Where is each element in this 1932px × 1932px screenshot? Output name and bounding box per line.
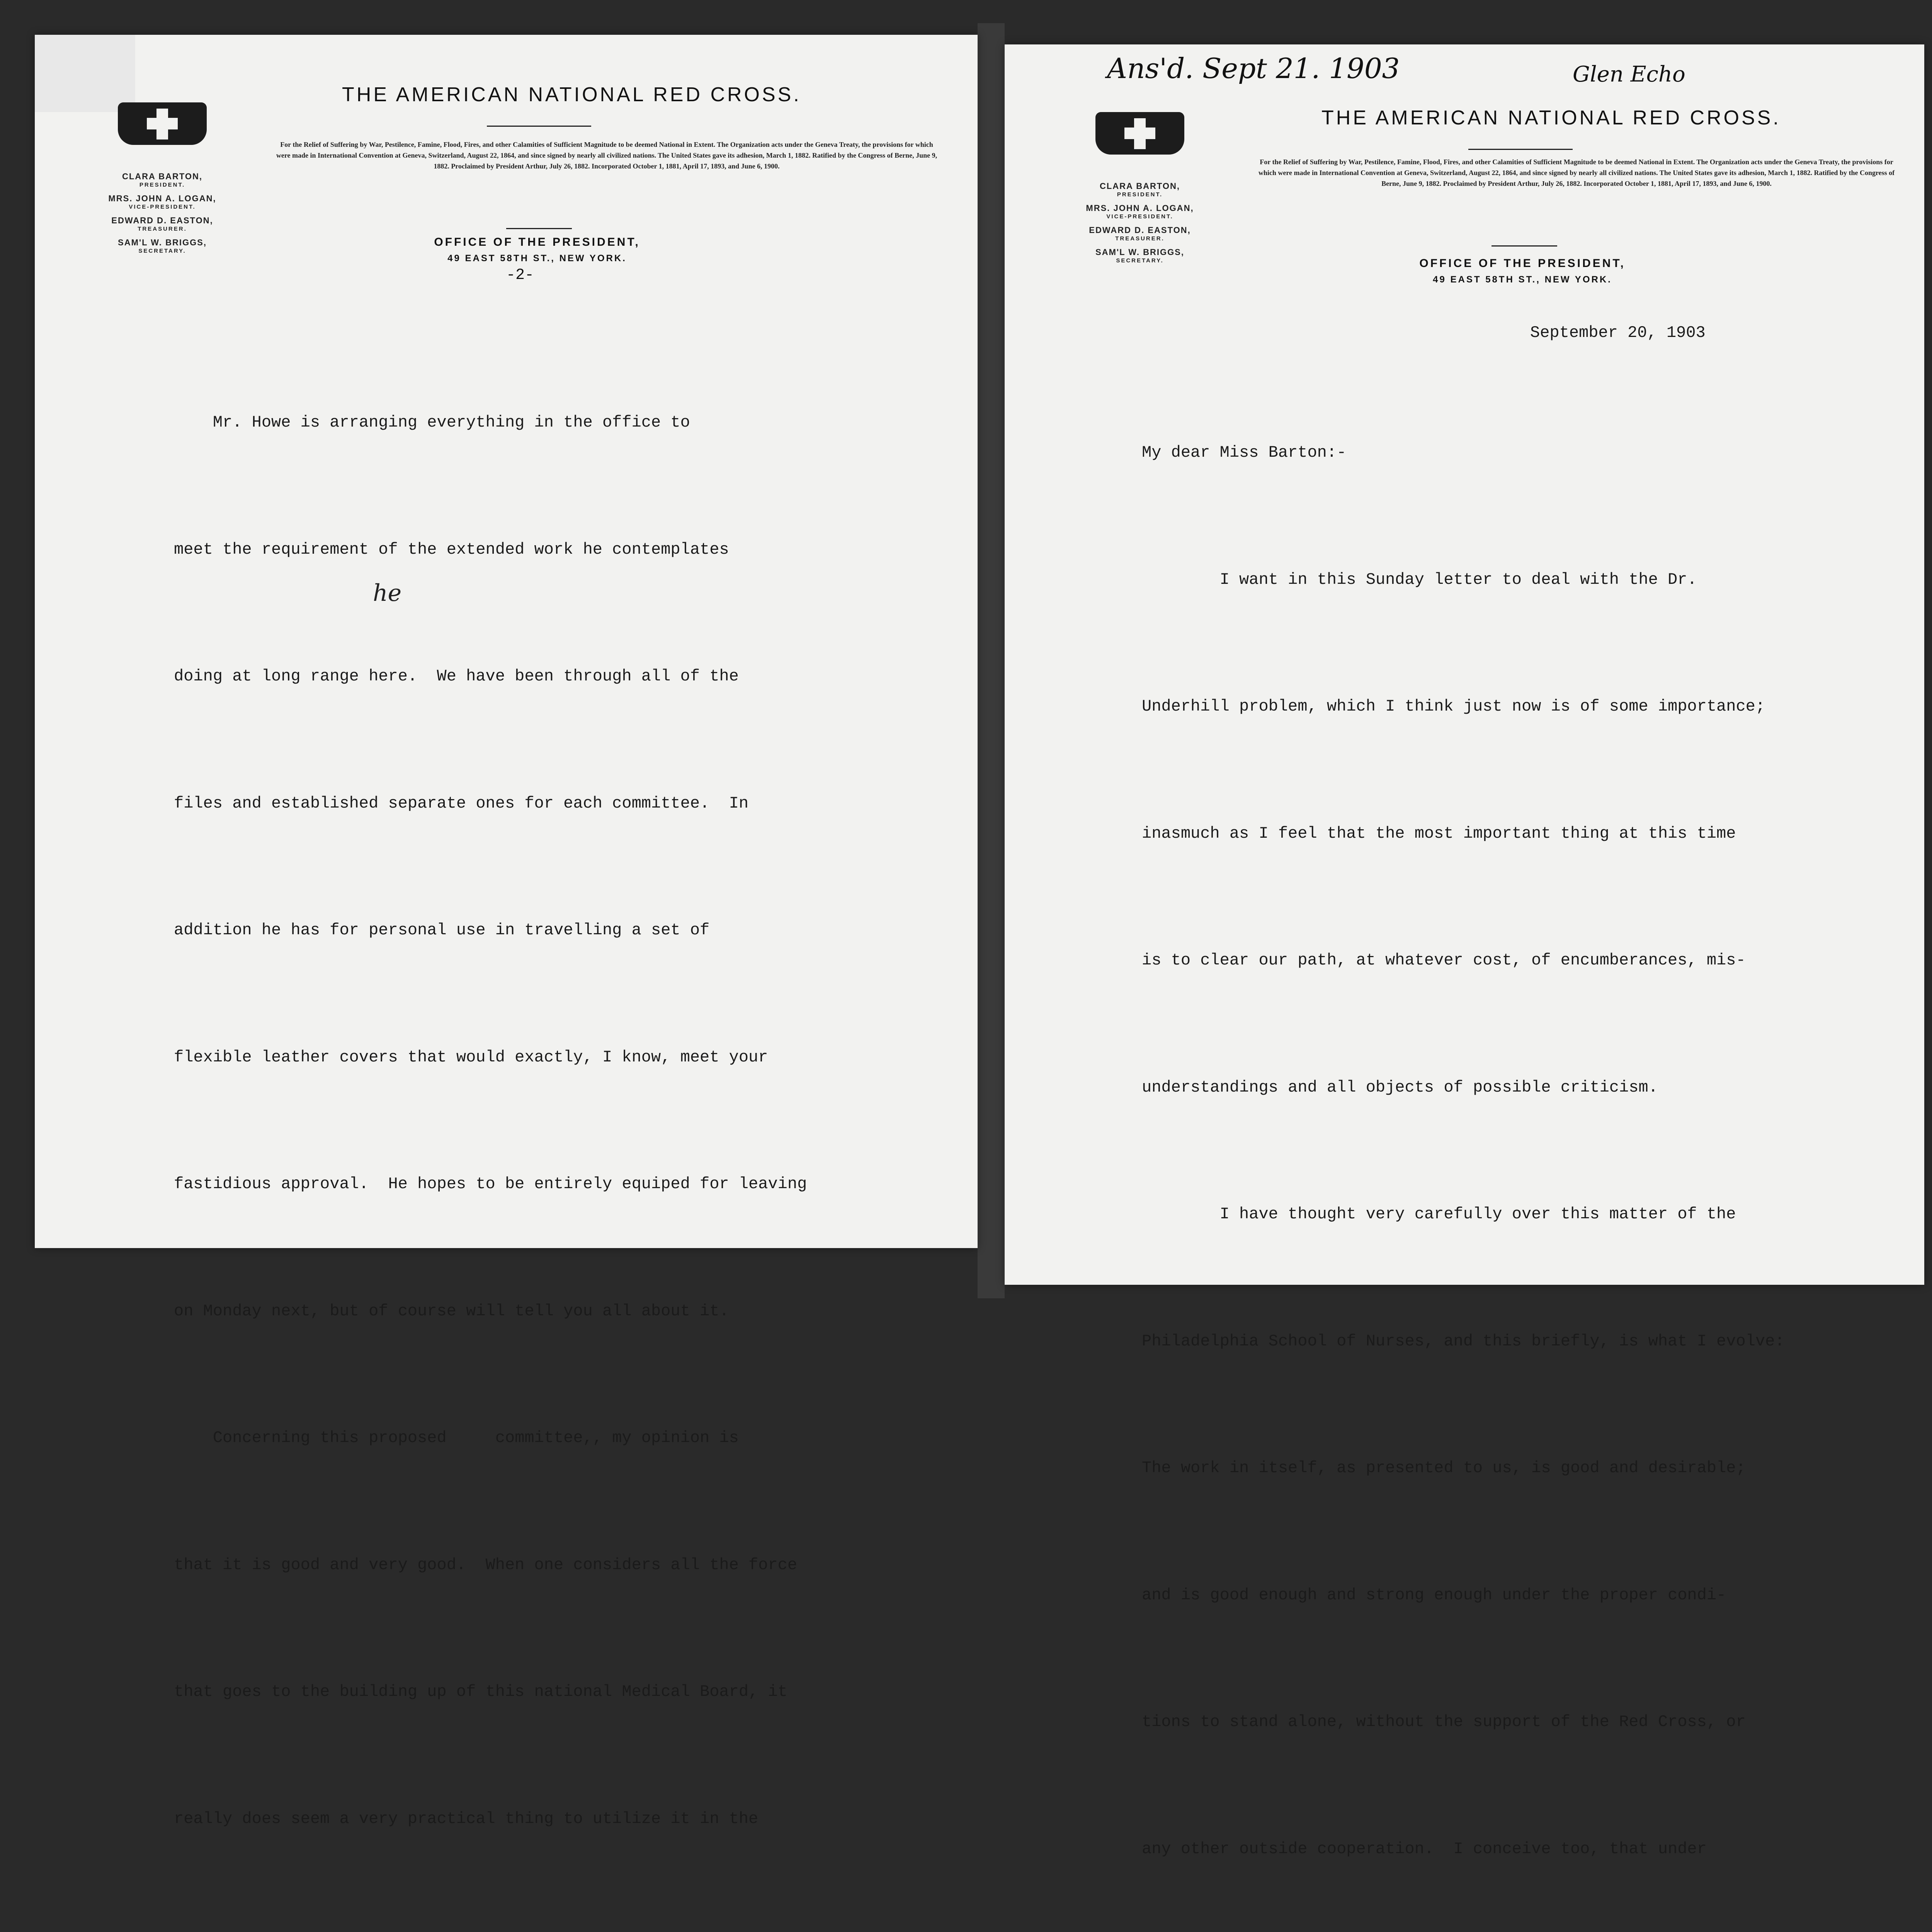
salutation: My dear Miss Barton:- — [1142, 443, 1347, 462]
letter-date: September 20, 1903 — [1530, 323, 1706, 342]
text-line: and is good enough and strong enough under the proper condi- — [1142, 1585, 1726, 1604]
office-address: 49 EAST 58TH ST., NEW YORK. — [447, 253, 627, 264]
book-gutter — [978, 23, 1005, 1298]
letter-body-right — [1142, 347, 1784, 1932]
text-line: that goes to the building up of this national Medical Board, it — [174, 1682, 787, 1701]
mission-statement: For the Relief of Suffering by War, Pestilence, Famine, Flood, Fires, and other Calamities of Sufficient Magnitude to be deemed National in Extent. The Organization acts under the Geneva Treaty, the provisions for which were made in International Convention at Geneva, Switzerland, August 22, 1864, and since signed by nearly all civilized nations. The United States gave its adhesion, March 1, 1882. Ratified by the Congress of Berne, June 9, 1882. Proclaimed by President Arthur, July 26, 1882. Incorporated October 1, 1881, April 17, 1893, and June 6, 1900. — [276, 141, 937, 170]
text-line: flexible leather covers that would exactly, I know, meet your — [174, 1048, 768, 1066]
text-line: files and established separate ones for each committee. In — [174, 794, 749, 813]
page-number: -2- — [506, 267, 534, 284]
organization-name: THE AMERICAN NATIONAL RED CROSS. — [1321, 107, 1781, 129]
header-rule — [487, 126, 591, 127]
text-line — [174, 1925, 807, 1932]
mission-rule — [1492, 245, 1557, 247]
text-line: Mr. Howe is arranging everything in the office to — [174, 413, 690, 432]
header-rule — [1468, 149, 1573, 150]
text-line: I have thought very carefully over this matter of the — [1142, 1205, 1736, 1223]
text-line: meet the requirement of the extended work he contemplates — [174, 540, 729, 559]
text-line: Underhill problem, which I think just now is of some importance; — [1142, 697, 1765, 716]
text-line: understandings and all objects of possible criticism. — [1142, 1078, 1658, 1097]
office-of-president: OFFICE OF THE PRESIDENT, — [434, 236, 640, 248]
mission-statement: For the Relief of Suffering by War, Pestilence, Famine, Flood, Fires, and other Calamities of Sufficient Magnitude to be deemed National in Extent. The Organization acts under the Geneva Treaty, the provisions for which were made in International Convention at Geneva, Switzerland, August 22, 1864, and since signed by nearly all civilized nations. The United States gave its adhesion, March 1, 1882. Ratified by the Congress of Berne, June 9, 1882. Proclaimed by President Arthur, July 26, 1882. Incorporated October 1, 1881, April 17, 1893, and June 6, 1900. — [1258, 158, 1895, 187]
text-line: The work in itself, as presented to us, is good and desirable; — [1142, 1459, 1746, 1477]
officers-list: CLARA BARTON, PRESIDENT. MRS. JOHN A. LOGAN, VICE-PRESIDENT. EDWARD D. EASTON, TREASURER. SAM'L W. BRIGGS, SECRETARY. — [108, 172, 216, 254]
office-of-president: OFFICE OF THE PRESIDENT, — [1419, 257, 1626, 270]
text-line: on Monday next, but of course will tell you all about it. — [174, 1301, 729, 1320]
office-address: 49 EAST 58TH ST., NEW YORK. — [1433, 274, 1612, 285]
red-cross-logo — [1095, 104, 1184, 162]
handwritten-insert: he — [373, 580, 402, 607]
text-line: doing at long range here. We have been through all of the — [174, 667, 739, 685]
officers-list: CLARA BARTON, PRESIDENT. MRS. JOHN A. LOGAN, VICE-PRESIDENT. EDWARD D. EASTON, TREASURER. SAM'L W. BRIGGS, SECRETARY. — [1086, 181, 1194, 264]
letter-body-left — [174, 317, 807, 1932]
handwritten-answered-note: Ans'd. Sept 21. 1903 — [1107, 52, 1400, 85]
text-line: really does seem a very practical thing to utilize it in the — [174, 1809, 759, 1828]
red-cross-logo — [118, 95, 207, 153]
text-line: I want in this Sunday letter to deal with the Dr. — [1142, 570, 1697, 589]
organization-name: THE AMERICAN NATIONAL RED CROSS. — [342, 83, 801, 106]
text-line: Philadelphia School of Nurses, and this briefly, is what I evolve: — [1142, 1332, 1785, 1350]
text-line: tions to stand alone, without the support of the Red Cross, or — [1142, 1713, 1746, 1731]
text-line: addition he has for personal use in travelling a set of — [174, 921, 710, 939]
text-line: inasmuch as I feel that the most important thing at this time — [1142, 824, 1736, 843]
letter-page-right — [1005, 44, 1924, 1858]
text-line: that it is good and very good. When one considers all the force — [174, 1555, 798, 1574]
text-line: any other outside cooperation. I conceive too, that under — [1142, 1839, 1707, 1858]
handwritten-place-note: Glen Echo — [1573, 62, 1685, 87]
text-line: fastidious approval. He hopes to be entirely equiped for leaving — [174, 1175, 807, 1193]
text-line: Concerning this proposed committee,, my opinion is — [174, 1429, 739, 1447]
mission-rule — [506, 228, 572, 229]
letter-page-left — [35, 35, 978, 1828]
text-line: is to clear our path, at whatever cost, of encumberances, mis- — [1142, 951, 1746, 969]
